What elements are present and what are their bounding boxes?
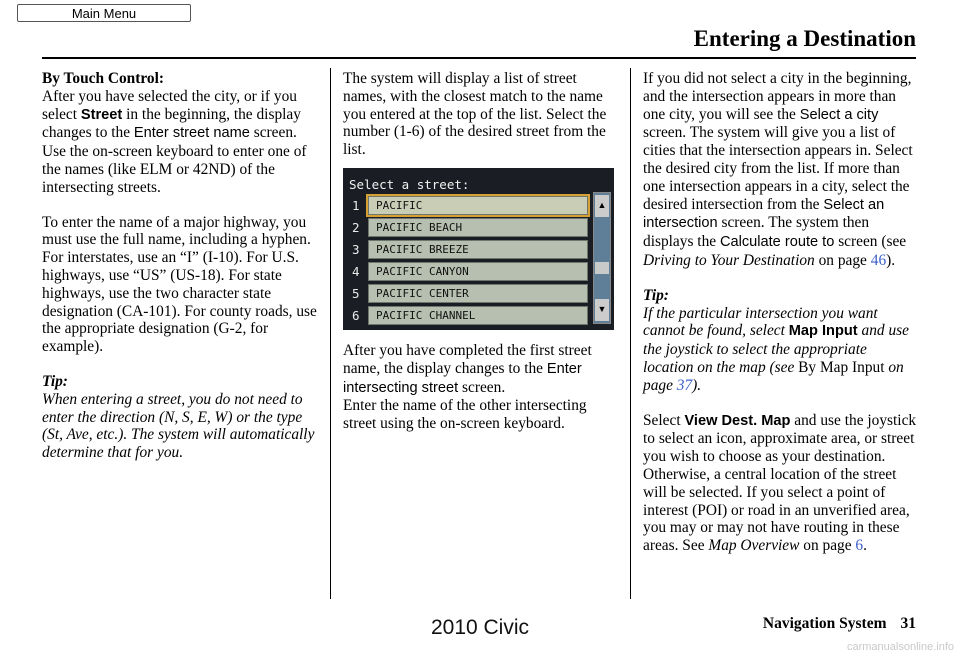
- scroll-thumb: [595, 262, 609, 274]
- item-number: 6: [352, 307, 360, 323]
- nav-screen-title: Select a street:: [349, 176, 470, 192]
- xref-map-overview: Map Overview: [708, 537, 800, 555]
- col3-paragraph-1: If you did not select a city in the beginning, and the intersection appears in more than one city, you will see the Select a city screen. The system will give you a list of cities that the intersection appears in. Select the desired city from the list. If more than one intersection appears in a city, select the desired intersection from the Select an intersection screen. The system then displays the Calculate route to screen (see Driving to Your Destination on page 46).: [643, 70, 913, 269]
- street-list-item: [343, 306, 588, 325]
- ui-term-select-a-city: Select a city: [799, 106, 879, 123]
- ui-term-calculate-route-to: Calculate route to: [719, 234, 835, 251]
- street-option-button: PACIFIC CANYON: [368, 262, 588, 281]
- street-option-button: PACIFIC BREEZE: [368, 240, 588, 259]
- scrollbar: [593, 192, 611, 324]
- col2-paragraph-2: After you have completed the first street name, the display changes to the Enter intersecting street screen.: [343, 341, 592, 396]
- ui-term-map-input: Map Input: [788, 323, 858, 340]
- footer-section-name: Navigation System: [762, 615, 887, 632]
- col2-paragraph-1: The system will display a list of street names, with the closest match to the name you entered at the top of the list. Select the number (1-6) of the desired street from the list.: [343, 70, 607, 159]
- ui-term-enter-street-name: Enter street name: [133, 125, 250, 142]
- tip-label: Tip:: [42, 372, 68, 390]
- xref-by-map-input: By Map Input: [798, 358, 885, 376]
- title-rule: [42, 57, 916, 59]
- column-2: [343, 70, 619, 450]
- column-divider-2: [630, 68, 631, 599]
- item-number: 5: [352, 285, 360, 301]
- street-option-button: PACIFIC: [368, 196, 588, 215]
- model-label: 2010 Civic: [430, 616, 530, 639]
- main-menu-button[interactable]: Main Menu: [17, 4, 191, 22]
- item-number: 3: [352, 241, 360, 257]
- page-link-46[interactable]: 46: [870, 251, 887, 269]
- street-list-item: [343, 240, 588, 259]
- ui-term-view-dest-map: View Dest. Map: [684, 412, 791, 429]
- page-title: Entering a Destination: [693, 26, 916, 51]
- item-number: 2: [352, 219, 360, 235]
- xref-driving-to-your-destination: Driving to Your Destination: [643, 251, 815, 269]
- street-list-item: [343, 262, 588, 281]
- page-link-6[interactable]: 6: [855, 537, 864, 555]
- street-option-button: PACIFIC BEACH: [368, 218, 588, 237]
- tip-label: Tip:: [643, 286, 669, 304]
- item-number: 4: [352, 263, 360, 279]
- col2-paragraph-3: Enter the name of the other intersecting street using the on-screen keyboard.: [343, 397, 587, 433]
- street-list-item: [343, 196, 588, 215]
- street-list-item: [343, 218, 588, 237]
- navigation-screen-image: [343, 168, 614, 330]
- col3-tip-text: If the particular intersection you want cannot be found, select Map Input and use the joystick to select the appropriate location on the map (see By Map Input on page 37).: [643, 304, 909, 394]
- section-heading: By Touch Control:: [42, 70, 165, 87]
- page-number: 31: [900, 615, 916, 632]
- scroll-up-icon: ▲: [595, 195, 609, 217]
- col3-paragraph-2: Select View Dest. Map and use the joystick to select an icon, approximate area, or street you wish to choose as your destination. Otherwise, a central location of the street will be selected. If you select a point of interest (POI) or road in an unverified area, you may or may not have routing in these areas. See Map Overview on page 6.: [643, 411, 917, 555]
- ui-term-select-an-intersection: Select an intersection: [643, 196, 885, 232]
- tip-text: When entering a street, you do not need to enter the direction (N, S, E, W) or the type (St, Ave, etc.). The system will automatically determine that for you.: [42, 390, 315, 462]
- ui-term-enter-intersecting-street: Enter intersecting street: [343, 360, 582, 396]
- scroll-down-icon: ▼: [595, 299, 609, 321]
- street-option-button: PACIFIC CHANNEL: [368, 306, 588, 325]
- col1-paragraph-2: To enter the name of a major highway, you must use the full name, including a hyphen. For interstates, use an “I” (I-10). For U.S. highways, use “US” (US-18). For state highways, use the two character state designation (CA-101). For county roads, use the appropriate designation (G-2, for example).: [42, 213, 317, 356]
- column-divider-1: [330, 68, 331, 599]
- street-option-button: PACIFIC CENTER: [368, 284, 588, 303]
- item-number: 1: [352, 197, 360, 213]
- page-link-37[interactable]: 37: [676, 376, 693, 394]
- column-1: [42, 70, 320, 479]
- watermark: carmanualsonline.info: [846, 641, 954, 653]
- street-list-item: [343, 284, 588, 303]
- ui-term-street: Street: [80, 106, 123, 123]
- col1-paragraph-1: After you have selected the city, or if you select Street in the beginning, the display changes to the Enter street name screen. Use the on-screen keyboard to enter one of the names (like ELM or 42ND) of the intersecting streets.: [42, 87, 307, 196]
- column-3: [643, 70, 918, 572]
